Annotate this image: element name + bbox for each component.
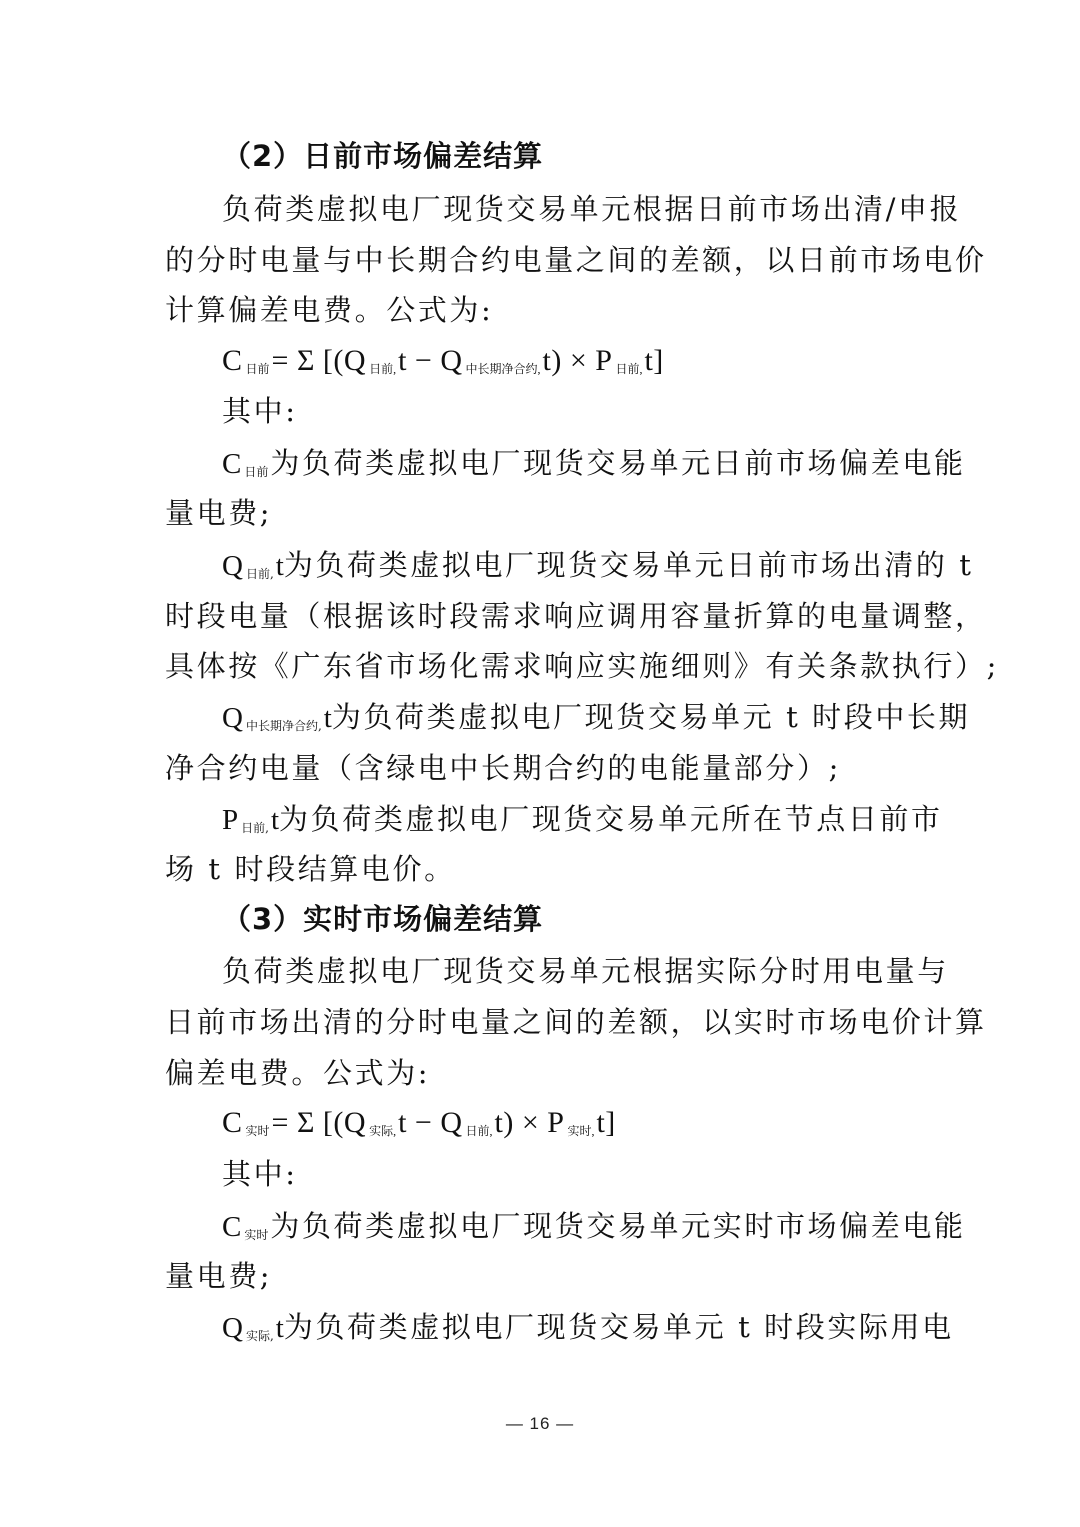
definition-line: Q实际,t为负荷类虚拟电厂现货交易单元 t 时段实际用电 — [222, 1310, 954, 1344]
paragraph-line: 计算偏差电费。公式为: — [165, 293, 494, 327]
paragraph-line: 具体按《广东省市场化需求响应实施细则》有关条款执行）; — [165, 649, 999, 683]
definition-line: Q日前,t为负荷类虚拟电厂现货交易单元日前市场出清的 t — [222, 548, 974, 582]
paragraph-line: 负荷类虚拟电厂现货交易单元根据日前市场出清/申报 — [222, 192, 962, 226]
paragraph-line: 的分时电量与中长期合约电量之间的差额，以日前市场电价 — [165, 243, 987, 277]
paragraph-line: 量电费; — [165, 1259, 273, 1293]
definition-line: C日前为负荷类虚拟电厂现货交易单元日前市场偏差电能 — [222, 446, 966, 480]
paragraph-line: 日前市场出清的分时电量之间的差额，以实时市场电价计算 — [165, 1005, 987, 1039]
paragraph-line: 偏差电费。公式为: — [165, 1056, 431, 1090]
paragraph-line: 其中: — [222, 1157, 298, 1191]
paragraph-line: 场 t 时段结算电价。 — [165, 852, 456, 886]
paragraph-line: 时段电量（根据该时段需求响应调用容量折算的电量调整， — [165, 599, 987, 633]
page-number: — 16 — — [505, 1414, 575, 1433]
definition-line: Q中长期净合约,t为负荷类虚拟电厂现货交易单元 t 时段中长期 — [222, 700, 971, 734]
paragraph-line: 净合约电量（含绿电中长期合约的电能量部分）; — [165, 751, 841, 785]
definition-line: P日前,t为负荷类虚拟电厂现货交易单元所在节点日前市 — [222, 802, 943, 836]
paragraph-line: 量电费; — [165, 496, 273, 530]
formula: C日前= Σ [(Q 日前,t − Q 中长期净合约,t) × P 日前,t] — [222, 344, 664, 377]
paragraph-line: 负荷类虚拟电厂现货交易单元根据实际分时用电量与 — [222, 954, 949, 988]
paragraph-line: 其中: — [222, 394, 298, 428]
formula: C实时= Σ [(Q 实际,t − Q 日前,t) × P 实时,t] — [222, 1106, 616, 1139]
section-heading: （2）日前市场偏差结算 — [222, 139, 544, 173]
definition-line: C实时为负荷类虚拟电厂现货交易单元实时市场偏差电能 — [222, 1209, 966, 1243]
section-heading: （3）实时市场偏差结算 — [222, 902, 544, 936]
